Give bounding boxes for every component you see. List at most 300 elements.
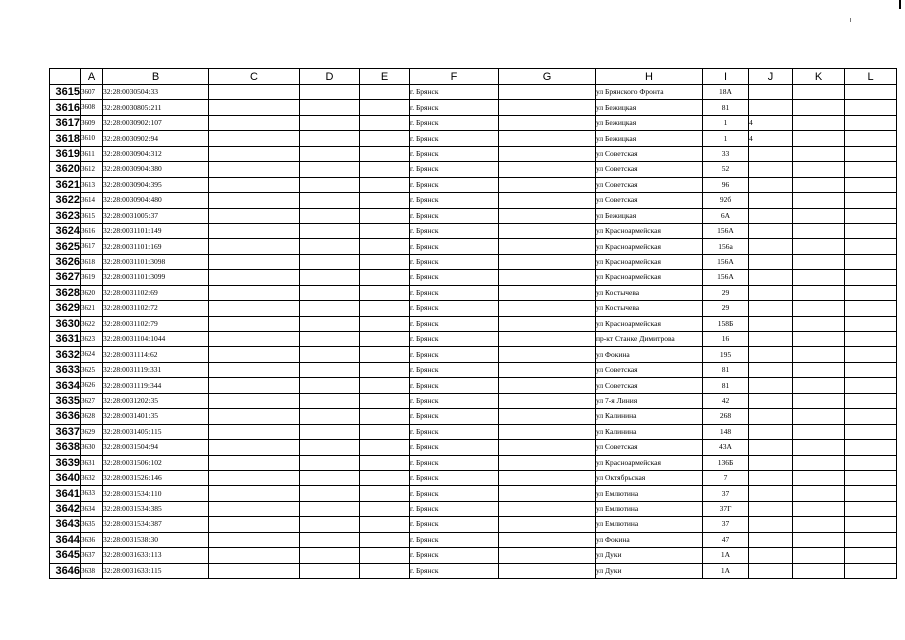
cell-b[interactable]: 32:28:0031101:149 <box>103 223 209 238</box>
cell-l[interactable] <box>845 316 897 331</box>
column-header-f[interactable]: F <box>410 69 499 85</box>
cell-b[interactable]: 32:28:0031101:3099 <box>103 270 209 285</box>
cell-l[interactable] <box>845 162 897 177</box>
cell-b[interactable]: 32:28:0030904:380 <box>103 162 209 177</box>
cell-a[interactable]: 3612 <box>81 162 103 177</box>
cell-l[interactable] <box>845 193 897 208</box>
cell-i[interactable]: 156А <box>703 254 749 269</box>
cell-a[interactable]: 3630 <box>81 440 103 455</box>
cell-b[interactable]: 32:28:0031534:110 <box>103 486 209 501</box>
cell-j[interactable] <box>749 424 793 439</box>
row-number[interactable]: 3640 <box>50 470 81 485</box>
cell-l[interactable] <box>845 548 897 563</box>
cell-i[interactable]: 18А <box>703 85 749 100</box>
cell-l[interactable] <box>845 486 897 501</box>
cell-j[interactable] <box>749 501 793 516</box>
cell-d[interactable] <box>300 378 360 393</box>
cell-h[interactable]: ул Дуки <box>596 548 703 563</box>
cell-i[interactable]: 268 <box>703 409 749 424</box>
cell-k[interactable] <box>793 378 845 393</box>
cell-f[interactable]: г. Брянск <box>410 362 499 377</box>
cell-h[interactable]: ул Красноармейская <box>596 223 703 238</box>
column-header-i[interactable]: I <box>703 69 749 85</box>
cell-a[interactable]: 3608 <box>81 100 103 115</box>
cell-j[interactable] <box>749 548 793 563</box>
cell-i[interactable]: 1 <box>703 115 749 130</box>
cell-f[interactable]: г. Брянск <box>410 131 499 146</box>
cell-h[interactable]: ул Емлютина <box>596 501 703 516</box>
cell-c[interactable] <box>209 208 300 223</box>
cell-l[interactable] <box>845 131 897 146</box>
cell-i[interactable]: 37 <box>703 486 749 501</box>
cell-g[interactable] <box>499 162 596 177</box>
cell-k[interactable] <box>793 470 845 485</box>
cell-b[interactable]: 32:28:0030504:33 <box>103 85 209 100</box>
cell-c[interactable] <box>209 393 300 408</box>
cell-h[interactable]: ул Красноармейская <box>596 455 703 470</box>
cell-j[interactable] <box>749 223 793 238</box>
cell-f[interactable]: г. Брянск <box>410 332 499 347</box>
cell-l[interactable] <box>845 115 897 130</box>
cell-j[interactable] <box>749 409 793 424</box>
cell-f[interactable]: г. Брянск <box>410 563 499 578</box>
cell-b[interactable]: 32:28:0030904:480 <box>103 193 209 208</box>
cell-g[interactable] <box>499 254 596 269</box>
cell-e[interactable] <box>360 239 410 254</box>
cell-l[interactable] <box>845 100 897 115</box>
cell-l[interactable] <box>845 362 897 377</box>
cell-j[interactable] <box>749 532 793 547</box>
column-header-c[interactable]: C <box>209 69 300 85</box>
cell-b[interactable]: 32:28:0030904:312 <box>103 146 209 161</box>
cell-k[interactable] <box>793 131 845 146</box>
cell-h[interactable]: ул Бежицкая <box>596 100 703 115</box>
cell-g[interactable] <box>499 100 596 115</box>
cell-b[interactable]: 32:28:0031102:69 <box>103 285 209 300</box>
cell-c[interactable] <box>209 378 300 393</box>
cell-a[interactable]: 3620 <box>81 285 103 300</box>
cell-f[interactable]: г. Брянск <box>410 393 499 408</box>
cell-j[interactable]: 4 <box>749 115 793 130</box>
cell-e[interactable] <box>360 517 410 532</box>
cell-j[interactable] <box>749 332 793 347</box>
cell-g[interactable] <box>499 362 596 377</box>
cell-k[interactable] <box>793 162 845 177</box>
cell-b[interactable]: 32:28:0031633:115 <box>103 563 209 578</box>
cell-h[interactable]: ул Фокина <box>596 532 703 547</box>
cell-e[interactable] <box>360 146 410 161</box>
row-number[interactable]: 3627 <box>50 270 81 285</box>
row-number[interactable]: 3623 <box>50 208 81 223</box>
cell-k[interactable] <box>793 239 845 254</box>
cell-l[interactable] <box>845 424 897 439</box>
cell-b[interactable]: 32:28:0031101:169 <box>103 239 209 254</box>
cell-d[interactable] <box>300 100 360 115</box>
cell-f[interactable]: г. Брянск <box>410 517 499 532</box>
cell-b[interactable]: 32:28:0030902:107 <box>103 115 209 130</box>
cell-b[interactable]: 32:28:0031534:387 <box>103 517 209 532</box>
cell-c[interactable] <box>209 270 300 285</box>
column-header-b[interactable]: B <box>103 69 209 85</box>
cell-a[interactable]: 3623 <box>81 332 103 347</box>
row-number[interactable]: 3645 <box>50 548 81 563</box>
row-number[interactable]: 3626 <box>50 254 81 269</box>
cell-h[interactable]: ул Советская <box>596 162 703 177</box>
cell-b[interactable]: 32:28:0031405:115 <box>103 424 209 439</box>
cell-e[interactable] <box>360 208 410 223</box>
cell-c[interactable] <box>209 85 300 100</box>
cell-d[interactable] <box>300 347 360 362</box>
cell-j[interactable] <box>749 517 793 532</box>
cell-l[interactable] <box>845 393 897 408</box>
cell-h[interactable]: ул Брянского Фронта <box>596 85 703 100</box>
row-number[interactable]: 3641 <box>50 486 81 501</box>
cell-h[interactable]: ул Советская <box>596 177 703 192</box>
cell-e[interactable] <box>360 100 410 115</box>
row-number[interactable]: 3620 <box>50 162 81 177</box>
cell-j[interactable] <box>749 455 793 470</box>
row-number[interactable]: 3643 <box>50 517 81 532</box>
cell-i[interactable]: 81 <box>703 362 749 377</box>
cell-i[interactable]: 47 <box>703 532 749 547</box>
column-header-l[interactable]: L <box>845 69 897 85</box>
cell-b[interactable]: 32:28:0031401:35 <box>103 409 209 424</box>
cell-h[interactable]: ул Бежицкая <box>596 115 703 130</box>
cell-i[interactable]: 29 <box>703 285 749 300</box>
cell-e[interactable] <box>360 332 410 347</box>
cell-j[interactable] <box>749 470 793 485</box>
cell-a[interactable]: 3624 <box>81 347 103 362</box>
cell-j[interactable] <box>749 393 793 408</box>
cell-j[interactable] <box>749 162 793 177</box>
cell-b[interactable]: 32:28:0031102:72 <box>103 301 209 316</box>
cell-e[interactable] <box>360 393 410 408</box>
cell-g[interactable] <box>499 146 596 161</box>
row-number[interactable]: 3639 <box>50 455 81 470</box>
cell-j[interactable] <box>749 100 793 115</box>
cell-f[interactable]: г. Брянск <box>410 424 499 439</box>
cell-a[interactable]: 3629 <box>81 424 103 439</box>
cell-l[interactable] <box>845 332 897 347</box>
cell-c[interactable] <box>209 517 300 532</box>
cell-c[interactable] <box>209 254 300 269</box>
cell-k[interactable] <box>793 301 845 316</box>
cell-j[interactable] <box>749 239 793 254</box>
cell-k[interactable] <box>793 532 845 547</box>
cell-k[interactable] <box>793 517 845 532</box>
cell-i[interactable]: 43А <box>703 440 749 455</box>
cell-a[interactable]: 3625 <box>81 362 103 377</box>
row-number[interactable]: 3637 <box>50 424 81 439</box>
cell-f[interactable]: г. Брянск <box>410 501 499 516</box>
cell-d[interactable] <box>300 270 360 285</box>
cell-g[interactable] <box>499 548 596 563</box>
corner-cell[interactable] <box>50 69 81 85</box>
cell-i[interactable]: 7 <box>703 470 749 485</box>
cell-f[interactable]: г. Брянск <box>410 316 499 331</box>
cell-a[interactable]: 3610 <box>81 131 103 146</box>
cell-g[interactable] <box>499 332 596 347</box>
cell-f[interactable]: г. Брянск <box>410 285 499 300</box>
cell-h[interactable]: ул Бежицкая <box>596 131 703 146</box>
cell-c[interactable] <box>209 548 300 563</box>
row-number[interactable]: 3618 <box>50 131 81 146</box>
cell-d[interactable] <box>300 162 360 177</box>
cell-b[interactable]: 32:28:0031538:30 <box>103 532 209 547</box>
cell-f[interactable]: г. Брянск <box>410 486 499 501</box>
cell-l[interactable] <box>845 270 897 285</box>
cell-h[interactable]: пр-кт Станке Димитрова <box>596 332 703 347</box>
cell-k[interactable] <box>793 285 845 300</box>
cell-g[interactable] <box>499 115 596 130</box>
cell-l[interactable] <box>845 532 897 547</box>
cell-g[interactable] <box>499 85 596 100</box>
cell-f[interactable]: г. Брянск <box>410 100 499 115</box>
cell-f[interactable]: г. Брянск <box>410 409 499 424</box>
cell-i[interactable]: 29 <box>703 301 749 316</box>
cell-a[interactable]: 3614 <box>81 193 103 208</box>
cell-a[interactable]: 3635 <box>81 517 103 532</box>
row-number[interactable]: 3617 <box>50 115 81 130</box>
cell-d[interactable] <box>300 362 360 377</box>
cell-l[interactable] <box>845 208 897 223</box>
row-number[interactable]: 3622 <box>50 193 81 208</box>
cell-k[interactable] <box>793 270 845 285</box>
cell-l[interactable] <box>845 455 897 470</box>
row-number[interactable]: 3633 <box>50 362 81 377</box>
cell-c[interactable] <box>209 177 300 192</box>
cell-h[interactable]: ул Емлютина <box>596 486 703 501</box>
cell-a[interactable]: 3607 <box>81 85 103 100</box>
row-number[interactable]: 3635 <box>50 393 81 408</box>
cell-e[interactable] <box>360 285 410 300</box>
cell-j[interactable] <box>749 177 793 192</box>
cell-b[interactable]: 32:28:0031102:79 <box>103 316 209 331</box>
cell-b[interactable]: 32:28:0030904:395 <box>103 177 209 192</box>
cell-c[interactable] <box>209 532 300 547</box>
cell-k[interactable] <box>793 208 845 223</box>
cell-g[interactable] <box>499 378 596 393</box>
cell-l[interactable] <box>845 146 897 161</box>
row-number[interactable]: 3642 <box>50 501 81 516</box>
cell-l[interactable] <box>845 239 897 254</box>
cell-c[interactable] <box>209 239 300 254</box>
cell-h[interactable]: ул Советская <box>596 440 703 455</box>
cell-b[interactable]: 32:28:0031101:3098 <box>103 254 209 269</box>
cell-e[interactable] <box>360 424 410 439</box>
row-number[interactable]: 3625 <box>50 239 81 254</box>
cell-d[interactable] <box>300 208 360 223</box>
cell-e[interactable] <box>360 162 410 177</box>
cell-b[interactable]: 32:28:0031202:35 <box>103 393 209 408</box>
cell-k[interactable] <box>793 563 845 578</box>
cell-f[interactable]: г. Брянск <box>410 301 499 316</box>
cell-c[interactable] <box>209 332 300 347</box>
cell-c[interactable] <box>209 285 300 300</box>
cell-j[interactable] <box>749 486 793 501</box>
cell-i[interactable]: 1А <box>703 548 749 563</box>
cell-j[interactable] <box>749 146 793 161</box>
cell-e[interactable] <box>360 362 410 377</box>
cell-e[interactable] <box>360 486 410 501</box>
cell-e[interactable] <box>360 548 410 563</box>
cell-b[interactable]: 32:28:0031119:344 <box>103 378 209 393</box>
row-number[interactable]: 3615 <box>50 85 81 100</box>
cell-g[interactable] <box>499 409 596 424</box>
cell-k[interactable] <box>793 254 845 269</box>
cell-k[interactable] <box>793 409 845 424</box>
cell-d[interactable] <box>300 517 360 532</box>
cell-l[interactable] <box>845 301 897 316</box>
cell-k[interactable] <box>793 501 845 516</box>
cell-j[interactable]: 4 <box>749 131 793 146</box>
cell-g[interactable] <box>499 285 596 300</box>
cell-i[interactable]: 81 <box>703 100 749 115</box>
cell-d[interactable] <box>300 332 360 347</box>
cell-d[interactable] <box>300 254 360 269</box>
cell-h[interactable]: ул Костычева <box>596 301 703 316</box>
cell-g[interactable] <box>499 239 596 254</box>
column-header-g[interactable]: G <box>499 69 596 85</box>
cell-e[interactable] <box>360 378 410 393</box>
cell-l[interactable] <box>845 347 897 362</box>
cell-i[interactable]: 156А <box>703 223 749 238</box>
cell-a[interactable]: 3634 <box>81 501 103 516</box>
cell-c[interactable] <box>209 424 300 439</box>
cell-k[interactable] <box>793 193 845 208</box>
cell-i[interactable]: 81 <box>703 378 749 393</box>
cell-c[interactable] <box>209 470 300 485</box>
cell-g[interactable] <box>499 177 596 192</box>
cell-k[interactable] <box>793 85 845 100</box>
row-number[interactable]: 3630 <box>50 316 81 331</box>
cell-h[interactable]: ул Красноармейская <box>596 254 703 269</box>
cell-l[interactable] <box>845 285 897 300</box>
cell-c[interactable] <box>209 347 300 362</box>
cell-i[interactable]: 96 <box>703 177 749 192</box>
cell-e[interactable] <box>360 254 410 269</box>
cell-d[interactable] <box>300 85 360 100</box>
cell-h[interactable]: ул Красноармейская <box>596 270 703 285</box>
cell-i[interactable]: 195 <box>703 347 749 362</box>
cell-j[interactable] <box>749 563 793 578</box>
cell-k[interactable] <box>793 486 845 501</box>
cell-i[interactable]: 42 <box>703 393 749 408</box>
cell-h[interactable]: ул 7-я Линия <box>596 393 703 408</box>
cell-i[interactable]: 156а <box>703 239 749 254</box>
cell-f[interactable]: г. Брянск <box>410 223 499 238</box>
cell-f[interactable]: г. Брянск <box>410 239 499 254</box>
cell-a[interactable]: 3617 <box>81 239 103 254</box>
cell-g[interactable] <box>499 440 596 455</box>
cell-f[interactable]: г. Брянск <box>410 548 499 563</box>
cell-c[interactable] <box>209 115 300 130</box>
cell-d[interactable] <box>300 177 360 192</box>
cell-d[interactable] <box>300 223 360 238</box>
cell-j[interactable] <box>749 254 793 269</box>
cell-d[interactable] <box>300 239 360 254</box>
cell-g[interactable] <box>499 486 596 501</box>
cell-h[interactable]: ул Советская <box>596 378 703 393</box>
cell-c[interactable] <box>209 162 300 177</box>
cell-j[interactable] <box>749 316 793 331</box>
cell-e[interactable] <box>360 115 410 130</box>
cell-h[interactable]: ул Емлютина <box>596 517 703 532</box>
row-number[interactable]: 3644 <box>50 532 81 547</box>
cell-a[interactable]: 3609 <box>81 115 103 130</box>
cell-g[interactable] <box>499 270 596 285</box>
cell-e[interactable] <box>360 455 410 470</box>
cell-d[interactable] <box>300 563 360 578</box>
cell-e[interactable] <box>360 501 410 516</box>
cell-b[interactable]: 32:28:0030805:211 <box>103 100 209 115</box>
cell-e[interactable] <box>360 193 410 208</box>
cell-j[interactable] <box>749 193 793 208</box>
cell-d[interactable] <box>300 131 360 146</box>
cell-a[interactable]: 3613 <box>81 177 103 192</box>
cell-a[interactable]: 3631 <box>81 455 103 470</box>
cell-e[interactable] <box>360 440 410 455</box>
cell-j[interactable] <box>749 440 793 455</box>
cell-b[interactable]: 32:28:0031005:37 <box>103 208 209 223</box>
cell-a[interactable]: 3616 <box>81 223 103 238</box>
cell-c[interactable] <box>209 409 300 424</box>
cell-h[interactable]: ул Советская <box>596 362 703 377</box>
cell-k[interactable] <box>793 455 845 470</box>
cell-i[interactable]: 92б <box>703 193 749 208</box>
row-number[interactable]: 3646 <box>50 563 81 578</box>
cell-h[interactable]: ул Октябрьская <box>596 470 703 485</box>
cell-c[interactable] <box>209 146 300 161</box>
cell-g[interactable] <box>499 393 596 408</box>
cell-l[interactable] <box>845 470 897 485</box>
cell-f[interactable]: г. Брянск <box>410 440 499 455</box>
cell-b[interactable]: 32:28:0031633:113 <box>103 548 209 563</box>
cell-c[interactable] <box>209 455 300 470</box>
cell-j[interactable] <box>749 285 793 300</box>
cell-f[interactable]: г. Брянск <box>410 208 499 223</box>
cell-g[interactable] <box>499 208 596 223</box>
cell-d[interactable] <box>300 424 360 439</box>
cell-k[interactable] <box>793 548 845 563</box>
column-header-e[interactable]: E <box>360 69 410 85</box>
cell-l[interactable] <box>845 501 897 516</box>
cell-f[interactable]: г. Брянск <box>410 193 499 208</box>
cell-e[interactable] <box>360 563 410 578</box>
cell-i[interactable]: 156А <box>703 270 749 285</box>
cell-e[interactable] <box>360 316 410 331</box>
cell-a[interactable]: 3627 <box>81 393 103 408</box>
cell-d[interactable] <box>300 486 360 501</box>
cell-a[interactable]: 3632 <box>81 470 103 485</box>
cell-i[interactable]: 6А <box>703 208 749 223</box>
cell-e[interactable] <box>360 347 410 362</box>
cell-c[interactable] <box>209 193 300 208</box>
cell-b[interactable]: 32:28:0030902:94 <box>103 131 209 146</box>
cell-h[interactable]: ул Советская <box>596 146 703 161</box>
cell-c[interactable] <box>209 100 300 115</box>
cell-a[interactable]: 3626 <box>81 378 103 393</box>
cell-i[interactable]: 16 <box>703 332 749 347</box>
cell-g[interactable] <box>499 316 596 331</box>
column-header-k[interactable]: K <box>793 69 845 85</box>
row-number[interactable]: 3632 <box>50 347 81 362</box>
cell-c[interactable] <box>209 223 300 238</box>
cell-a[interactable]: 3621 <box>81 301 103 316</box>
cell-h[interactable]: ул Фокина <box>596 347 703 362</box>
cell-i[interactable]: 1А <box>703 563 749 578</box>
cell-f[interactable]: г. Брянск <box>410 270 499 285</box>
